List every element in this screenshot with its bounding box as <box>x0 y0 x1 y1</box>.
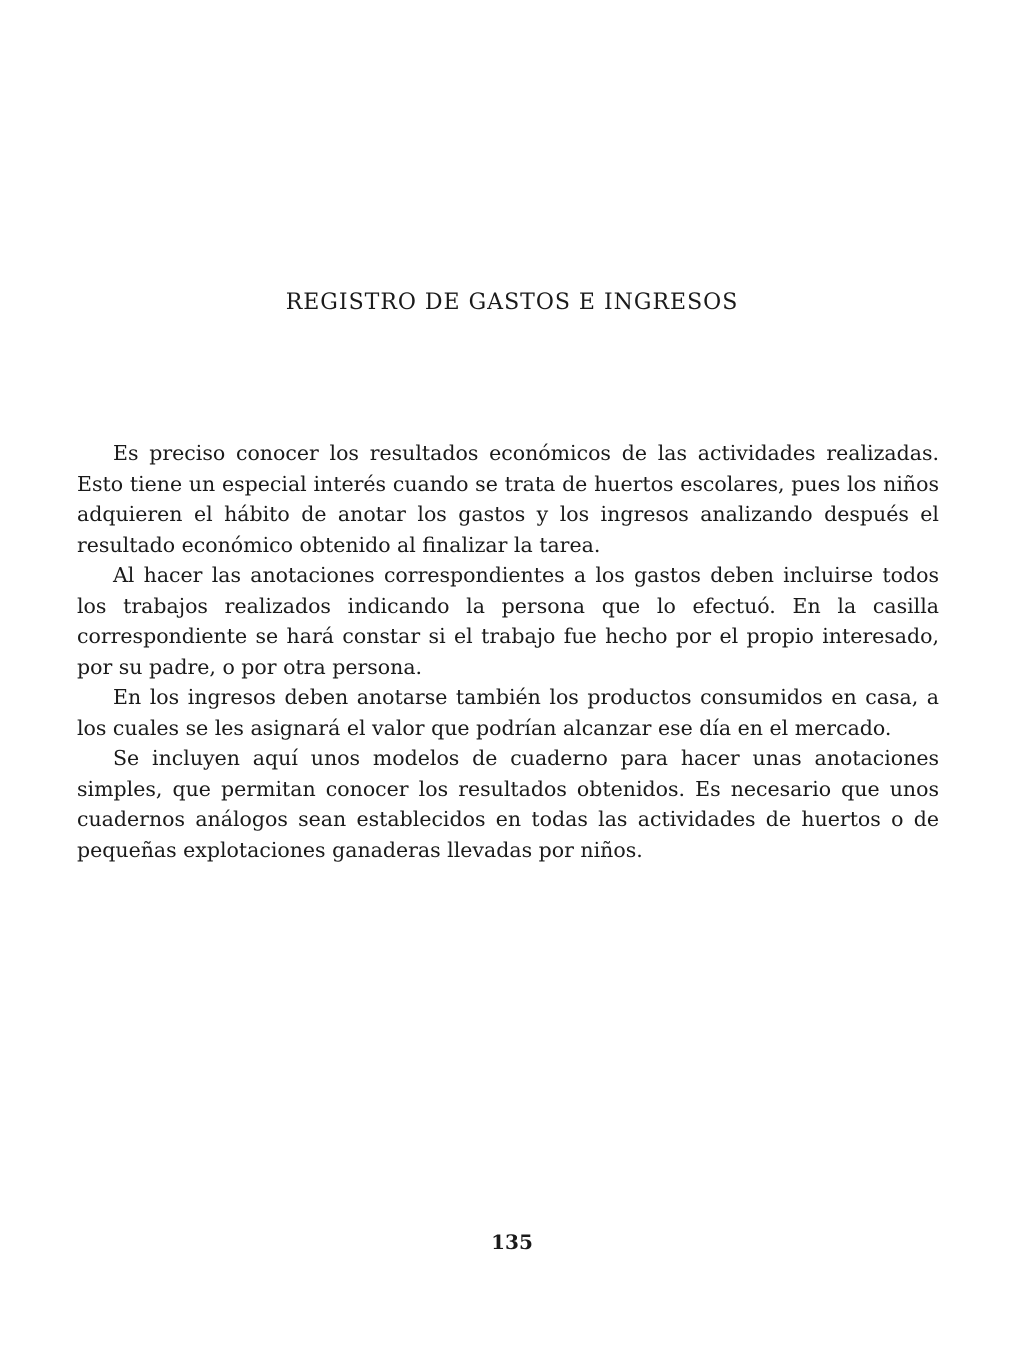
paragraph-4: Se incluyen aquí unos modelos de cuaderno para hacer unas anotaciones simples, que permitan conocer los resultados obtenidos. Es necesario que unos cuadernos análogos sean establecidos en todas las actividades de huertos o de pequeñas explotaciones ganaderas llevadas por niños. <box>77 746 939 862</box>
page-number: 135 <box>491 1230 533 1254</box>
paragraph-1: Es preciso conocer los resultados económicos de las actividades realizadas. Esto tiene un especial interés cuando se trata de huertos escolares, pues los niños adquieren el hábito de anotar los gastos y los ingresos analizando después el resultado económico obtenido al finalizar la tarea. <box>77 441 939 557</box>
paragraph-3: En los ingresos deben anotarse también los productos consumidos en casa, a los cuales se les asignará el valor que podrían alcanzar ese día en el mercado. <box>77 685 939 740</box>
paragraph-2: Al hacer las anotaciones correspondientes a los gastos deben incluirse todos los trabajos realizados indicando la persona que lo efectuó. En la casilla correspondiente se hará constar si el trabajo fue hecho por el propio interesado, por su padre, o por otra persona. <box>77 563 939 679</box>
body-text <box>77 438 939 865</box>
page-title: REGISTRO DE GASTOS E INGRESOS <box>285 290 739 315</box>
